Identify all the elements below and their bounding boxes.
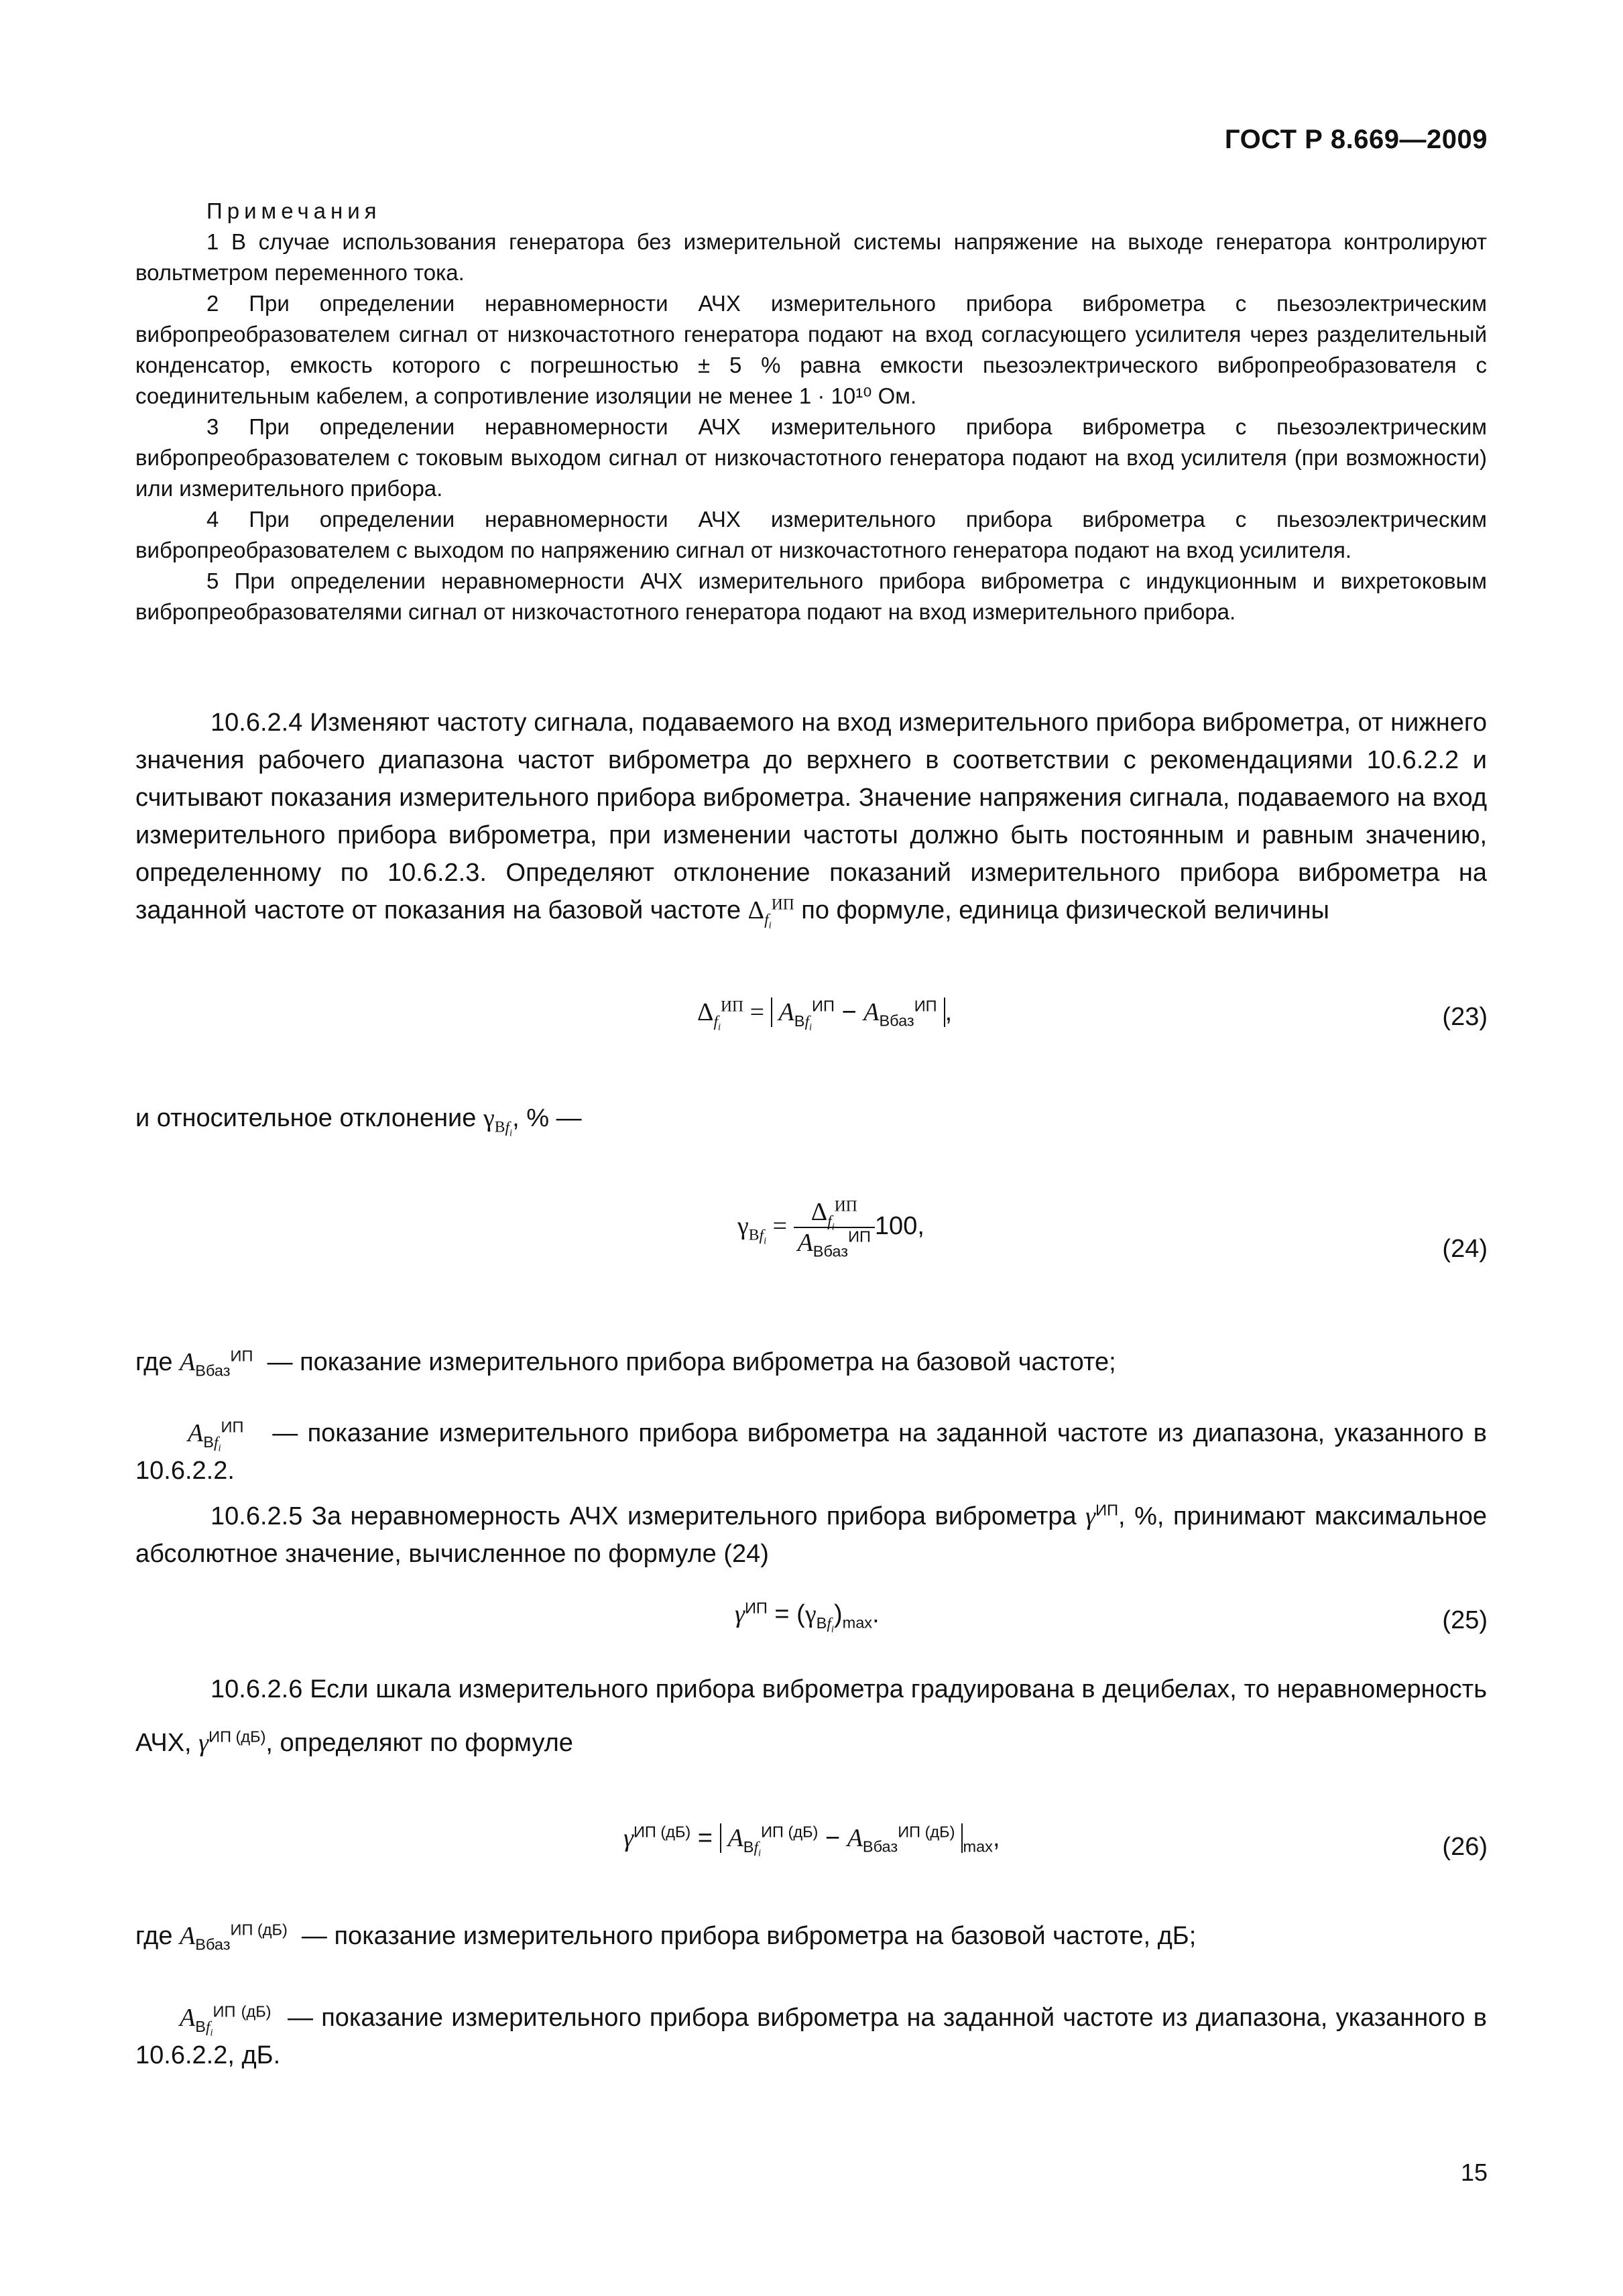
formula-26: $\gamma^{ИП (дБ)} = A_{Вf_i}^{ИП (дБ)} - A_{Вбаз}^{ИП (дБ)}_{max}$, <box>623 1823 1000 1859</box>
where-2: $A_{Вf_i}^{ИП}$ — показание измерительного прибора виброметра на заданной частоте из диапазона, указанного в 10.6.2.2. <box>135 1418 1487 1485</box>
section-10-6-2-5-tail: , %, принимают максимальное абсолютное значение, вычисленное по формуле (24) <box>135 1502 1487 1568</box>
note-2: 2 При определении неравномерности АЧХ измерительного прибора виброметра с пьезоэлектрическим вибропреобразователем сигнал от низкочастотного генератора подают на вход согласующего усилителя через разделительный конденсатор, емкость которого с погрешностью ± 5 % равна емкости пьезоэлектрического вибропреобразователя с соединительным кабелем, а сопротивление изоляции не менее 1 · 10¹⁰ Ом. <box>135 291 1487 408</box>
where-1: где $A_{Вбаз}^{ИП}$ — показание измерительного прибора виброметра на базовой частоте; <box>135 1347 1116 1380</box>
where-4-text: — показание измерительного прибора виброметра на заданной частоте из диапазона, указанного в 10.6.2.2, дБ. <box>135 2004 1487 2069</box>
section-10-6-2-4 <box>135 704 1487 929</box>
where-4: $A_{Вf_i}^{ИП (дБ)}$ — показание измерительного прибора виброметра на заданной частоте из диапазона, указанного в 10.6.2.2, дБ. <box>135 2002 1487 2069</box>
standard-header: ГОСТ Р 8.669—2009 <box>1224 125 1488 154</box>
note-4: 4 При определении неравномерности АЧХ измерительного прибора виброметра с пьезоэлектрическим вибропреобразователем с выходом по напряжению сигнал от низкочастотного генератора подают на вход усилителя. <box>135 507 1487 562</box>
section-10-6-2-6-tail: , определяют по формуле <box>265 1729 573 1757</box>
page-number: 15 <box>1460 2159 1488 2186</box>
note-5: 5 При определении неравномерности АЧХ измерительного прибора виброметра с индукционным и вихретоковым вибропреобразователями сигнал от низкочастотного генератора подают на вход измерительного прибора. <box>135 568 1487 624</box>
equation-number-24: (24) <box>1442 1235 1488 1263</box>
where-1-text: — показание измерительного прибора виброметра на базовой частоте; <box>267 1348 1116 1376</box>
section-10-6-2-5: 10.6.2.5 За неравномерность АЧХ измерительного прибора виброметра $\gamma^{ИП}$, %, принимают максимальное абсолютное значение, вычисленное по формуле (24) <box>135 1501 1487 1568</box>
formula-24: $\gamma_{Вf_i}$ = $\frac{\Delta_{f_i}^{ИП}}{A_{Вбаз}^{ИП}}$ 100, <box>737 1197 924 1260</box>
delta-symbol: $\Delta_{f_i}^{ИП}$ <box>747 896 794 931</box>
formula-25: $\gamma^{ИП} = (\gamma_{Вf_i})_{max}$. <box>735 1599 880 1635</box>
section-10-6-2-6: 10.6.2.6 Если шкала измерительного прибора виброметра градуирована в децибелах, то неравномерность АЧХ, $\gamma^{ИП (дБ)}$, определяют по формуле <box>135 1675 1487 1757</box>
relative-deviation-tail: , % — <box>512 1104 582 1132</box>
coefficient-100: 100, <box>874 1212 924 1241</box>
notes-block <box>135 196 1487 627</box>
where-3: где $A_{Вбаз}^{ИП (дБ)}$ — показание измерительного прибора виброметра на базовой частоте, дБ; <box>135 1921 1197 1953</box>
formula-23: $\Delta_{f_i}^{ИП} = A_{Вf_i}^{ИП} - A_{Вбаз}^{ИП}$ , <box>697 997 953 1033</box>
section-10-6-2-5-text: 10.6.2.5 За неравномерность АЧХ измерительного прибора виброметра <box>211 1502 1077 1530</box>
max-subscript: max <box>842 1614 873 1632</box>
section-10-6-2-4-text: 10.6.2.4 Изменяют частоту сигнала, подаваемого на вход измерительного прибора виброметра, от нижнего значения рабочего диапазона частот виброметра до верхнего в соответствии с рекомендациями 10.6.2.2 и считывают показания измерительного прибора виброметра. Значение напряжения сигнала, подаваемого на вход измерительного прибора виброметра, при изменении частоты должно быть постоянным и равным значению, определенному по 10.6.2.3. Определяют отклонение показаний измерительного прибора виброметра на заданной частоте от показания на базовой частоте <box>135 709 1487 924</box>
where-word-1: где <box>135 1348 173 1376</box>
where-3-text: — показание измерительного прибора виброметра на базовой частоте, дБ; <box>301 1922 1197 1950</box>
relative-deviation-text: и относительное отклонение <box>135 1104 477 1132</box>
equation-number-23: (23) <box>1442 1003 1488 1031</box>
relative-deviation-line: и относительное отклонение $\gamma_{Вf_i}$, % — <box>135 1104 582 1139</box>
section-10-6-2-4-tail: по формуле, единица физической величины <box>801 896 1329 924</box>
notes-title: Примечания <box>206 198 381 223</box>
equation-number-25: (25) <box>1442 1606 1488 1634</box>
where-2-text: — показание измерительного прибора виброметра на заданной частоте из диапазона, указанного в 10.6.2.2. <box>135 1419 1487 1485</box>
note-1: 1 В случае использования генератора без измерительной системы напряжение на выходе генератора контролируют вольтметром переменного тока. <box>135 229 1487 285</box>
where-word-3: где <box>135 1922 173 1950</box>
equation-number-26: (26) <box>1442 1833 1488 1861</box>
note-3: 3 При определении неравномерности АЧХ измерительного прибора виброметра с пьезоэлектрическим вибропреобразователем с токовым выходом сигнал от низкочастотного генератора подают на вход усилителя (при возможности) или измерительного прибора. <box>135 414 1487 501</box>
section-10-6-2-6-text: 10.6.2.6 Если шкала измерительного прибора виброметра градуирована в децибелах, то неравномерность АЧХ, <box>135 1675 1487 1757</box>
